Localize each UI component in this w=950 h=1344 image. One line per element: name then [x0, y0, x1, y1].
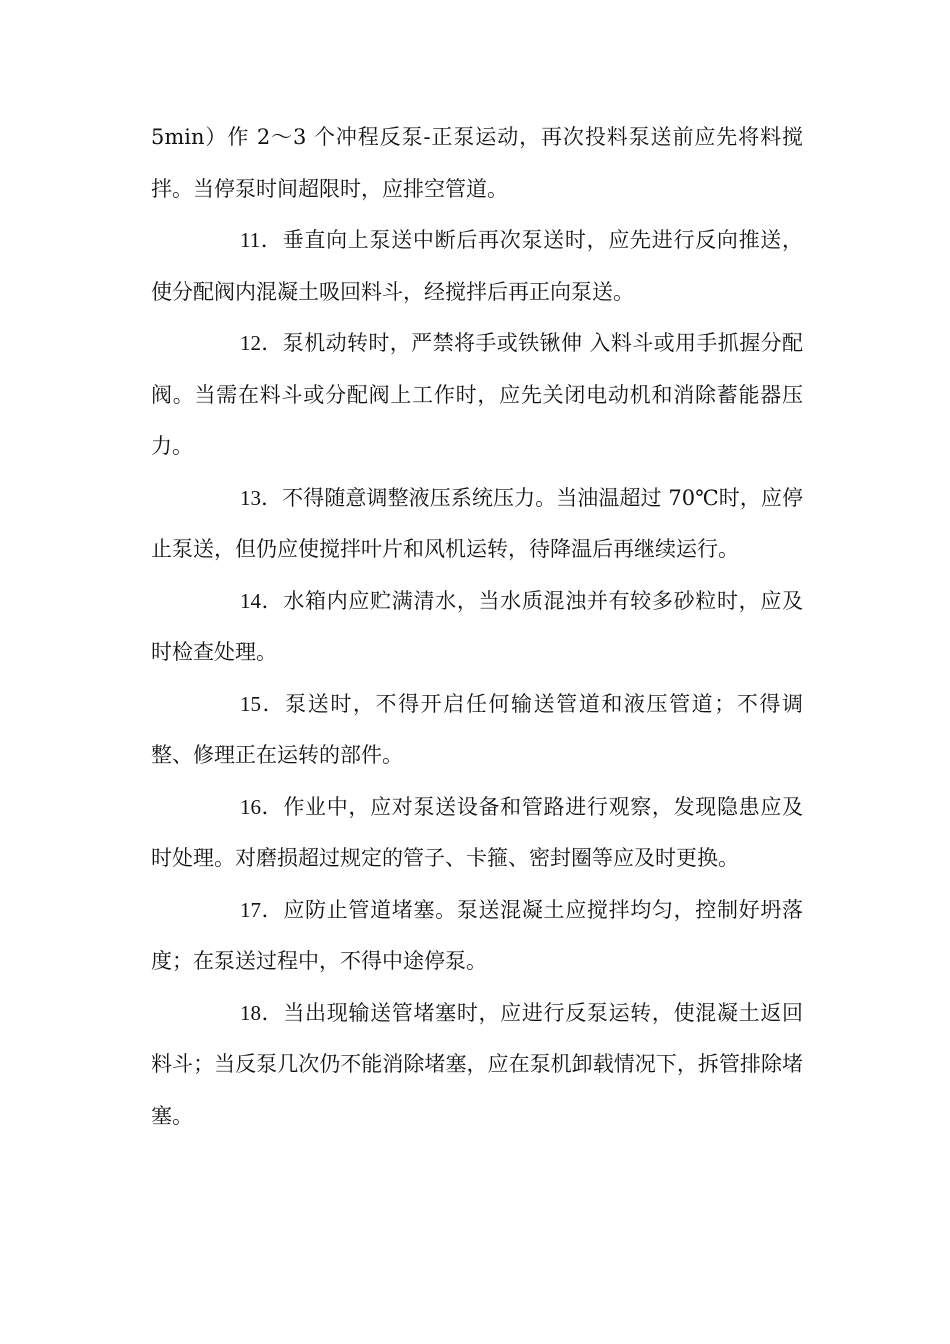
paragraph-item-14 — [151, 576, 803, 679]
paragraph-text: 应防止管道堵塞。泵送混凝土应搅拌均匀，控制好坍落度；在泵送过程中，不得中途停泵。 — [151, 897, 804, 973]
item-number: 14． — [240, 588, 284, 613]
item-number: 16． — [240, 794, 284, 819]
paragraph-text: 作业中，应对泵送设备和管路进行观察，发现隐患应及时处理。对磨损超过规定的管子、卡箍、密封圈等应及时更换。 — [151, 794, 804, 870]
paragraph-item-11 — [151, 215, 803, 318]
paragraph-item-12 — [151, 318, 803, 473]
paragraph-text: 垂直向上泵送中断后再次泵送时，应先进行反向推送，使分配阀内混凝土吸回料斗，经搅拌后再正向泵送。 — [151, 228, 803, 304]
item-number: 13． — [240, 485, 283, 510]
item-number: 11． — [240, 228, 283, 252]
paragraph-item-18 — [151, 988, 803, 1143]
paragraph-text: 不得随意调整液压系统压力。当油温超过 70℃时，应停止泵送，但仍应使搅拌叶片和风机运转，待降温后再继续运行。 — [151, 485, 804, 561]
paragraph-text: 泵送时，不得开启任何输送管道和液压管道；不得调整、修理正在运转的部件。 — [151, 691, 804, 767]
paragraph-item-16 — [151, 782, 803, 885]
paragraph-text: 水箱内应贮满清水，当水质混浊并有较多砂粒时，应及时检查处理。 — [151, 588, 804, 664]
paragraph-text: 泵机动转时，严禁将手或铁锹伸 入料斗或用手抓握分配阀。当需在料斗或分配阀上工作时，应先关闭电动机和消除蓄能器压力。 — [151, 331, 803, 458]
item-number: 18． — [240, 1000, 284, 1025]
document-body — [151, 112, 803, 1142]
item-number: 12． — [240, 331, 283, 355]
item-number: 15． — [240, 691, 286, 716]
paragraph-text: 当出现输送管堵塞时，应进行反泵运转，使混凝土返回料斗；当反泵几次仍不能消除堵塞，应在泵机卸载情况下，拆管排除堵塞。 — [151, 1000, 804, 1128]
paragraph-item-17 — [151, 885, 803, 988]
paragraph-item-15 — [151, 679, 803, 782]
paragraph-continuation — [151, 112, 803, 215]
item-number: 17． — [240, 897, 284, 922]
paragraph-text: 5min）作 2～3 个冲程反泵-正泵运动，再次投料泵送前应先将料搅拌。当停泵时间超限时，应排空管道。 — [151, 125, 803, 201]
paragraph-item-13 — [151, 473, 803, 576]
